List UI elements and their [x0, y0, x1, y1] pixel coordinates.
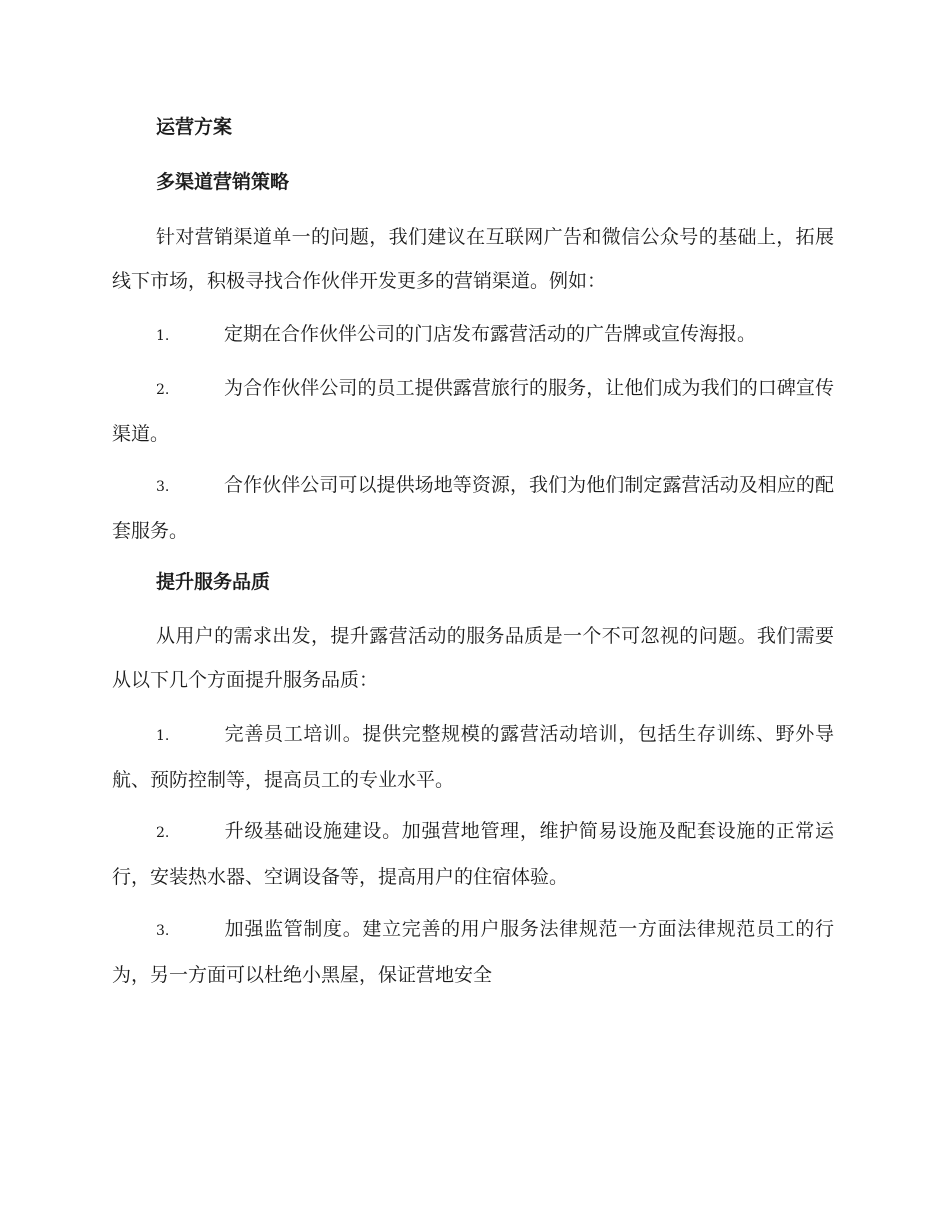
section2-intro-paragraph: 从用户的需求出发，提升露营活动的服务品质是一个不可忽视的问题。我们需要从以下几个方面提升服务品质：: [112, 625, 834, 691]
list-item-number: 2.: [156, 825, 170, 841]
list-item-text: 为合作伙伴公司的员工提供露营旅行的服务，让他们成为我们的口碑宣传渠道。: [112, 377, 834, 445]
section1-intro-paragraph: 针对营销渠道单一的问题，我们建议在互联网广告和微信公众号的基础上，拓展线下市场，积极寻找合作伙伴开发更多的营销渠道。例如：: [112, 226, 834, 292]
list-item-text: 定期在合作伙伴公司的门店发布露营活动的广告牌或宣传海报。: [224, 323, 757, 345]
list-item-number: 3.: [156, 479, 170, 495]
section1-list-item: [112, 366, 834, 456]
section-heading-marketing: 多渠道营销策略: [156, 171, 290, 193]
section2-list-item: [112, 712, 834, 802]
section-heading-service: 提升服务品质: [156, 571, 271, 593]
list-item-text: 完善员工培训。提供完整规模的露营活动培训，包括生存训练、野外导航、预防控制等，提高员工的专业水平。: [112, 723, 834, 791]
list-item-number: 1.: [156, 728, 170, 744]
list-item-number: 3.: [156, 923, 170, 939]
doc-title: 运营方案: [156, 116, 233, 138]
list-item-text: 升级基础设施建设。加强营地管理，维护简易设施及配套设施的正常运行，安装热水器、空调设备等，提高用户的住宿体验。: [112, 820, 834, 888]
list-item-number: 1.: [156, 328, 170, 344]
list-item-number: 2.: [156, 382, 170, 398]
section2-list-item: [112, 809, 834, 899]
section1-list-item: [112, 463, 834, 553]
list-item-text: 加强监管制度。建立完善的用户服务法律规范一方面法律规范员工的行为，另一方面可以杜绝小黑屋，保证营地安全: [112, 918, 834, 986]
list-item-text: 合作伙伴公司可以提供场地等资源，我们为他们制定露营活动及相应的配套服务。: [112, 474, 834, 542]
section1-list-item: [112, 312, 834, 358]
section2-list-item: [112, 907, 834, 997]
